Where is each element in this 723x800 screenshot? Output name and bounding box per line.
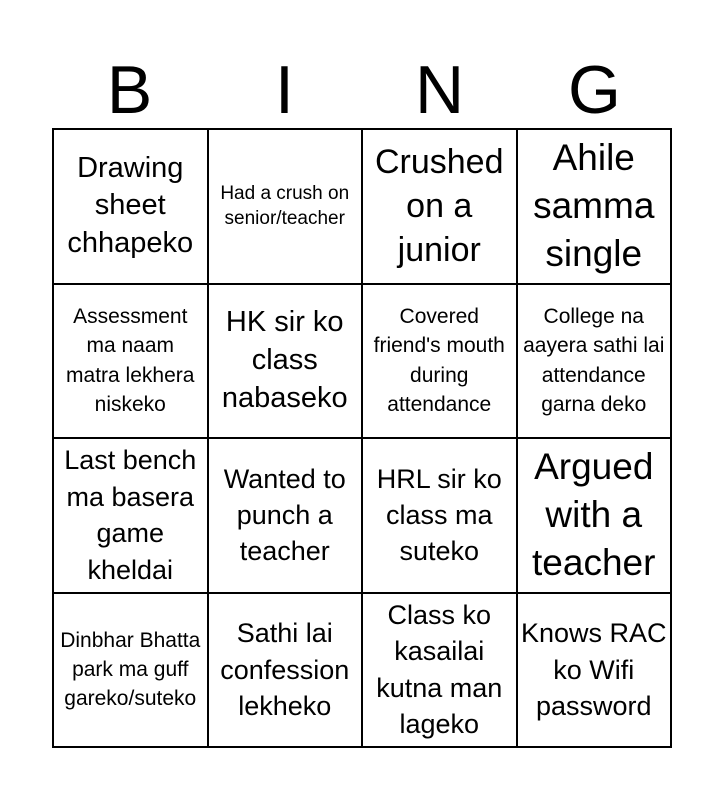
- cell-text: HK sir ko class nabaseko: [221, 306, 348, 414]
- bingo-cell[interactable]: [362, 284, 517, 439]
- cell-text: Wanted to punch a teacher: [223, 463, 346, 567]
- cell-text: Assessment ma naam matra lekhera niskeko: [66, 304, 195, 417]
- bingo-cell[interactable]: [53, 438, 208, 593]
- cell-text: Class ko kasailai kutna man lageko: [376, 599, 503, 740]
- bingo-cell[interactable]: [208, 284, 363, 439]
- cell-text: Knows RAC ko Wifi password: [520, 618, 667, 721]
- cell-text: Had a crush on senior/teacher: [220, 182, 350, 230]
- cell-text: Last bench ma basera game kheldai: [64, 445, 197, 585]
- bingo-cell[interactable]: [208, 593, 363, 748]
- title-letter-n: N: [414, 52, 465, 128]
- bingo-cell[interactable]: [517, 129, 672, 284]
- title-letter-g: G: [568, 52, 621, 128]
- cell-text: Sathi lai confession lekheko: [220, 618, 350, 721]
- cell-text: Argued with a teacher: [532, 446, 656, 584]
- cell-text: Crushed on a junior: [374, 142, 504, 270]
- cell-text: Covered friend's mouth during attendance: [373, 304, 505, 417]
- bingo-cell[interactable]: [362, 593, 517, 748]
- cell-text: Dinbhar Bhatta park ma guff gareko/suteko: [60, 628, 201, 711]
- cell-text: College na aayera sathi lai attendance garna deko: [523, 304, 665, 417]
- bingo-cell[interactable]: [208, 438, 363, 593]
- bingo-cell[interactable]: [517, 284, 672, 439]
- bingo-cell[interactable]: [362, 438, 517, 593]
- cell-text: Drawing sheet chhapeko: [67, 151, 194, 260]
- title-letter-b: B: [106, 52, 153, 128]
- bingo-cell[interactable]: [517, 438, 672, 593]
- bingo-cell[interactable]: [517, 593, 672, 748]
- title-letter-i: I: [275, 52, 294, 128]
- bingo-title: [52, 52, 672, 128]
- bingo-cell[interactable]: [362, 129, 517, 284]
- cell-text: HRL sir ko class ma suteko: [376, 463, 502, 567]
- bingo-cell[interactable]: [53, 129, 208, 284]
- bingo-cell[interactable]: [53, 593, 208, 748]
- bingo-board: [52, 128, 672, 748]
- bingo-cell[interactable]: [53, 284, 208, 439]
- cell-text: Ahile samma single: [533, 137, 655, 275]
- bingo-cell[interactable]: [208, 129, 363, 284]
